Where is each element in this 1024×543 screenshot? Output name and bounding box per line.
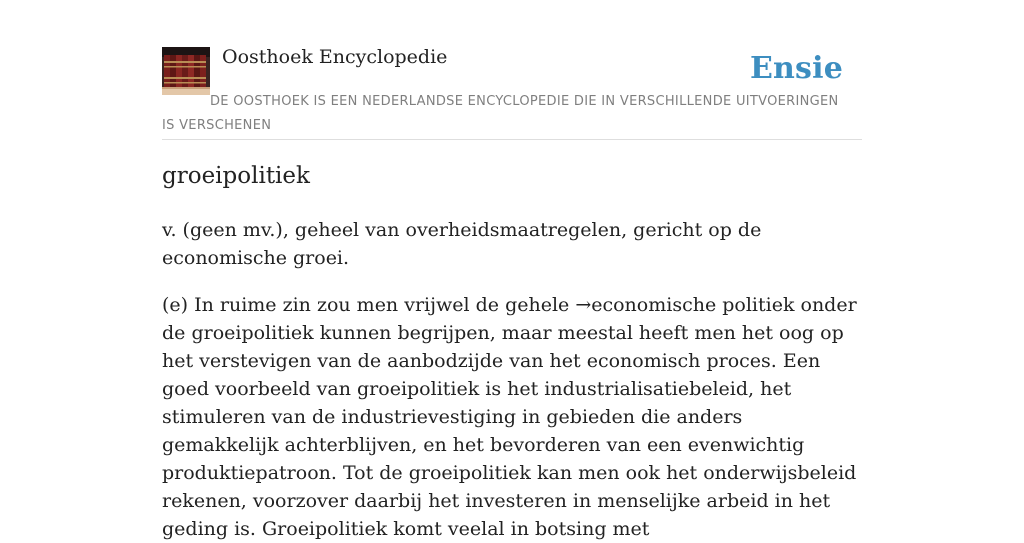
definition-paragraph: v. (geen mv.), geheel van overheidsmaatregelen, gericht op de economische groei. xyxy=(162,219,762,269)
page xyxy=(162,0,862,540)
encyclopedia-books-icon xyxy=(162,47,210,95)
page-title: groeipolitiek xyxy=(162,163,310,189)
body-paragraph: (e) In ruime zin zou men vrijwel de gehele →economische politiek onder de groeipolitiek kunnen begrijpen, maar meestal heeft men het oog op het verstevigen van de aanbodzijde van het economisch proces. Een goed voorbeeld van groeipolitiek is het industrialisatiebeleid, het stimuleren van de industrievestiging in gebieden die anders gemakkelijk achterblijven, en het bevorderen van een evenwichtig produktiepatroon. Tot de groeipolitiek kan men ook het onderwijsbeleid rekenen, voorzover daarbij het investeren in menselijke arbeid in het geding is. Groeipolitiek komt veelal in botsing met xyxy=(162,294,857,540)
site-tagline: DE OOSTHOEK IS EEN NEDERLANDSE ENCYCLOPEDIE DIE IN VERSCHILLENDE UITVOERINGEN IS VERSCHENEN xyxy=(162,94,839,133)
brand-logo[interactable]: Ensie xyxy=(749,51,843,86)
site-header xyxy=(162,0,862,140)
avatar[interactable] xyxy=(162,47,210,95)
site-title[interactable]: Oosthoek Encyclopedie xyxy=(222,46,448,68)
